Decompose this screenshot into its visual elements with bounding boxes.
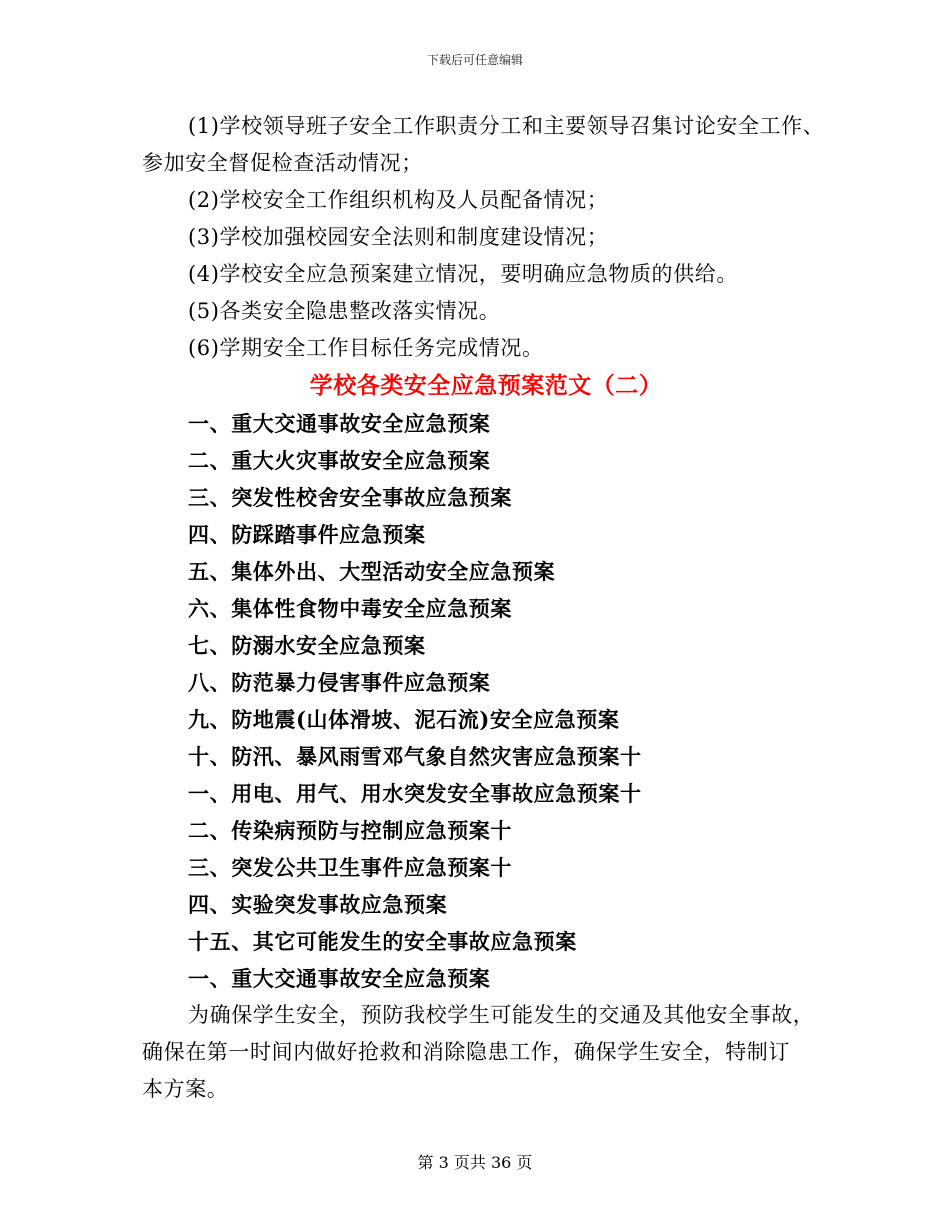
toc-item: 六、集体性食物中毒安全应急预案 (188, 596, 512, 621)
toc-item: 十五、其它可能发生的安全事故应急预案 (188, 929, 577, 954)
toc-item: 一、重大交通事故安全应急预案 (188, 411, 491, 436)
toc-item: 三、突发公共卫生事件应急预案十 (188, 855, 512, 880)
toc-item: 十、防汛、暴风雨雪邓气象自然灾害应急预案十 (188, 744, 642, 769)
toc-item: 四、防踩踏事件应急预案 (188, 522, 426, 547)
toc-item: 二、传染病预防与控制应急预案十 (188, 818, 512, 843)
page-footer: 第 3 页共 36 页 (417, 1153, 533, 1172)
toc-item: 九、防地震(山体滑坡、泥石流)安全应急预案 (188, 707, 620, 732)
list-item-6: (6)学期安全工作目标任务完成情况。 (188, 336, 544, 360)
section-heading: 一、重大交通事故安全应急预案 (188, 966, 491, 991)
list-item-4: (4)学校安全应急预案建立情况，要明确应急物质的供给。 (188, 262, 738, 286)
list-item-1-line-2: 参加安全督促检查活动情况； (142, 151, 423, 175)
toc-item: 八、防范暴力侵害事件应急预案 (188, 670, 491, 695)
document-body (142, 108, 830, 1108)
toc-item: 七、防溺水安全应急预案 (188, 633, 426, 658)
toc-item: 一、用电、用气、用水突发安全事故应急预案十 (188, 781, 642, 806)
toc-item: 五、集体外出、大型活动安全应急预案 (188, 559, 556, 584)
body-paragraph-line-3: 本方案。 (142, 1077, 229, 1101)
list-item-5: (5)各类安全隐患整改落实情况。 (188, 299, 501, 323)
toc-item: 三、突发性校舍安全事故应急预案 (188, 485, 512, 510)
body-paragraph-line-2: 确保在第一时间内做好抢救和消除隐患工作，确保学生安全，特制订 (142, 1040, 790, 1064)
list-item-1-line-1: (1)学校领导班子安全工作职责分工和主要领导召集讨论安全工作、 (188, 114, 825, 138)
page-header: 下载后可任意编辑 (426, 53, 523, 67)
list-item-2: (2)学校安全工作组织机构及人员配备情况； (188, 188, 609, 212)
body-paragraph-line-1: 为确保学生安全，预防我校学生可能发生的交通及其他安全事故， (188, 1003, 815, 1027)
list-item-3: (3)学校加强校园安全法则和制度建设情况； (188, 225, 609, 249)
toc-item: 四、实验突发事故应急预案 (188, 892, 448, 917)
section-title: 学校各类安全应急预案范文（二） (309, 372, 663, 399)
toc-item: 二、重大火灾事故安全应急预案 (188, 448, 491, 473)
